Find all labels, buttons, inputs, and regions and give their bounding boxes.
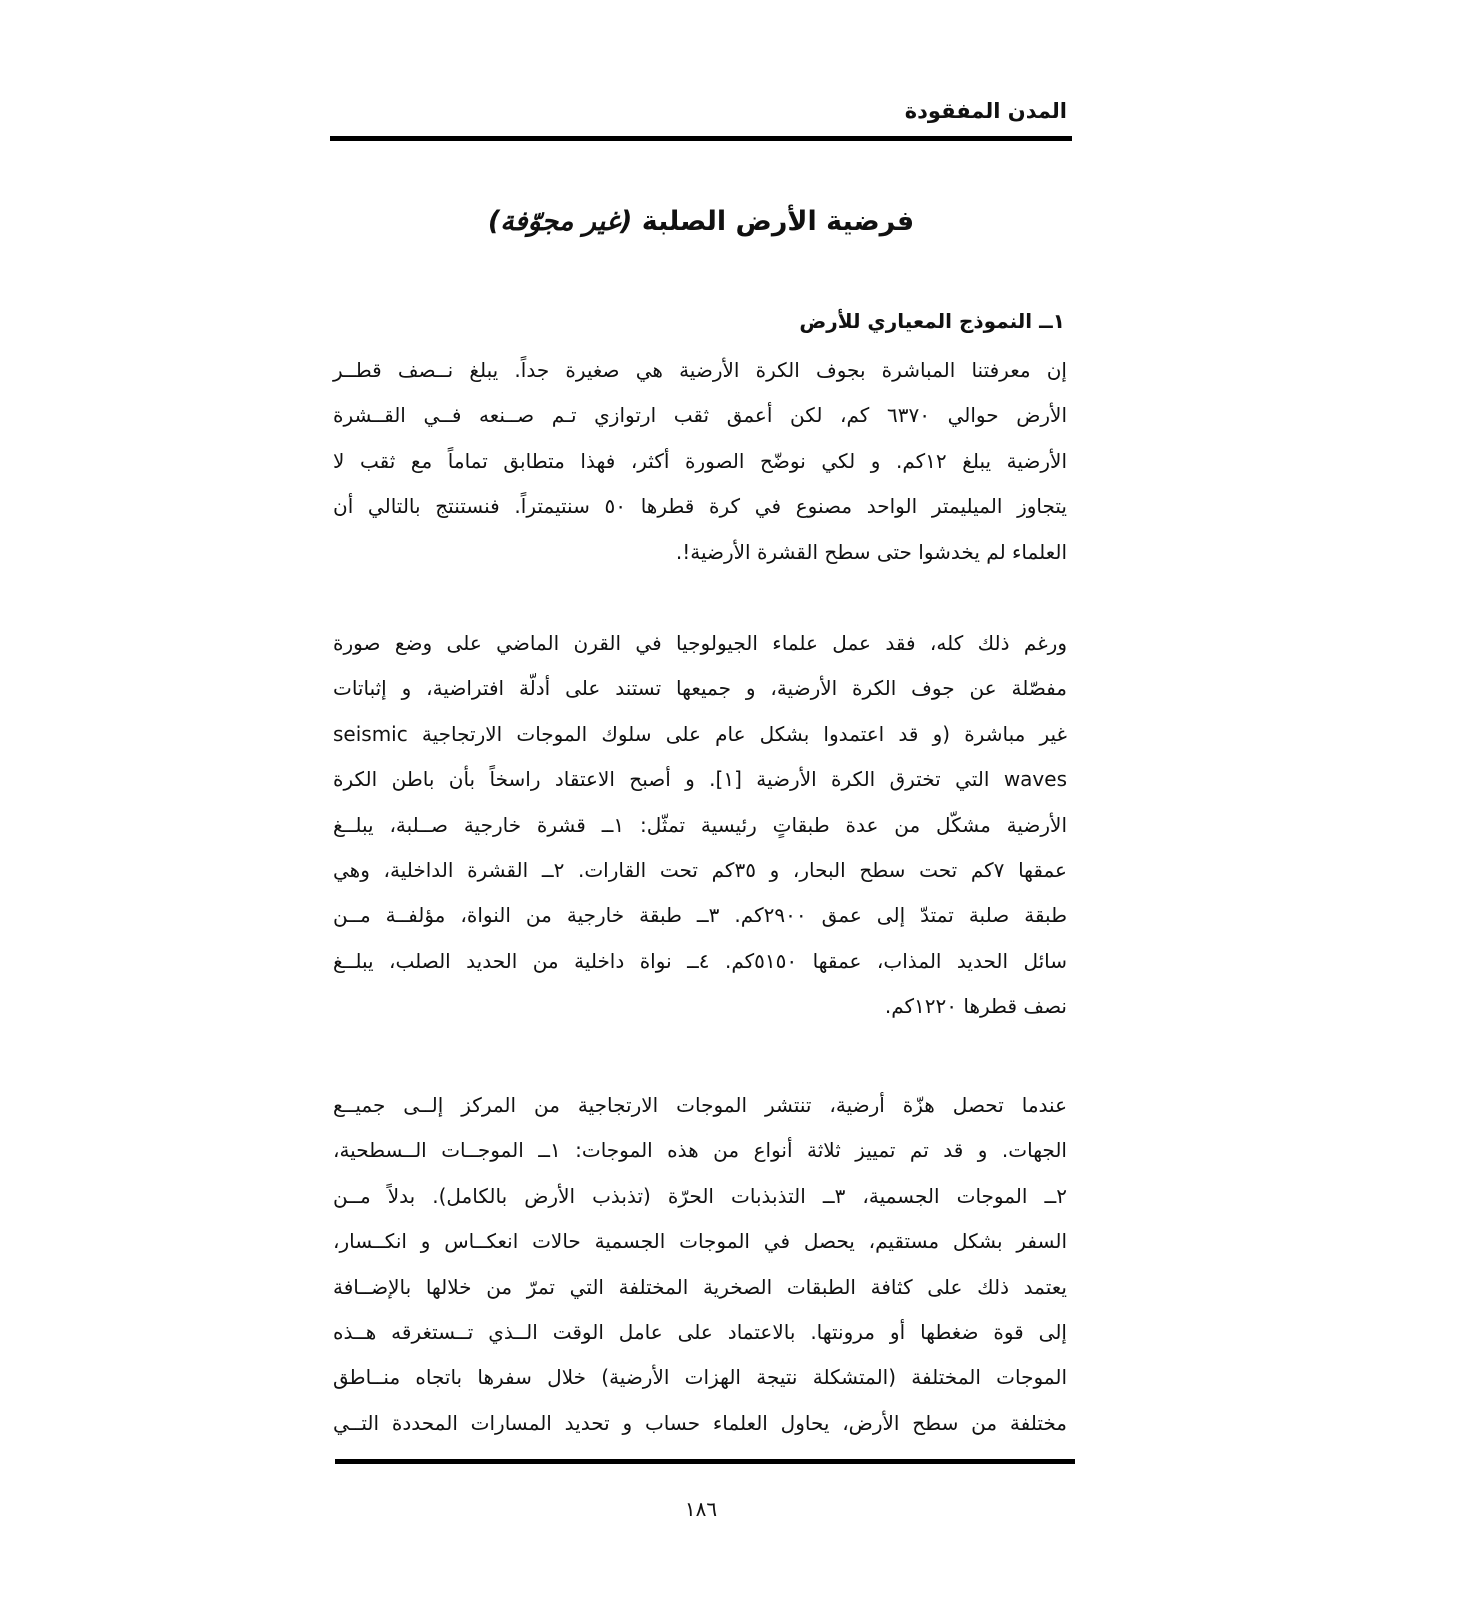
paragraph-1 <box>333 348 1067 575</box>
paragraph-line: طبقة صلبة تمتدّ إلى عمق ٢٩٠٠كم. ٣ــ طبقة خارجية من النواة، مؤلفــة مــن <box>333 903 1067 928</box>
chapter-title-parenthetical: (غير مجوّفة) <box>487 206 633 237</box>
paragraph-2 <box>333 621 1067 1030</box>
paragraph-line: عندما تحصل هزّة أرضية، تنتشر الموجات الارتجاجية من المركز إلــى جميــع <box>333 1093 1067 1117</box>
chapter-title <box>330 202 1072 242</box>
paragraph-line: ورغم ذلك كله، فقد عمل علماء الجيولوجيا في القرن الماضي على وضع صورة <box>333 631 1067 655</box>
paragraph-line: عمقها ٧كم تحت سطح البحار، و ٣٥كم تحت القارات. ٢ــ القشرة الداخلية، وهي <box>333 857 1067 882</box>
page-number: ١٨٦ <box>684 1497 718 1521</box>
paragraph-line: السفر بشكل مستقيم، يحصل في الموجات الجسمية حالات انعكــاس و انكــسار، <box>333 1229 1067 1254</box>
running-head: المدن المفقودة <box>904 99 1067 123</box>
paragraph-3 <box>333 1083 1067 1446</box>
paragraph-line: ٢ــ الموجات الجسمية، ٣ــ التذبذبات الحرّة (تذبذب الأرض بالكامل). بدلاً مــن <box>333 1183 1067 1208</box>
top-rule <box>330 136 1072 141</box>
paragraph-line: العلماء لم يخدشوا حتى سطح القشرة الأرضية!. <box>675 539 1067 564</box>
paragraph-line: سائل الحديد المذاب، عمقها ٥١٥٠كم. ٤ــ نواة داخلية من الحديد الصلب، يبلــغ <box>333 948 1068 973</box>
paragraph-line: الأرضية مشكّل من عدة طبقاتٍ رئيسية تمثّل: ١ــ قشرة خارجية صــلبة، يبلــغ <box>333 812 1068 837</box>
bottom-rule <box>335 1459 1075 1464</box>
paragraph-line: الأرضية يبلغ ١٢كم. و لكي نوضّح الصورة أكثر، فهذا متطابق تماماً مع ثقب لا <box>333 448 1067 473</box>
paragraph-line: الجهات. و قد تم تمييز ثلاثة أنواع من هذه الموجات: ١ــ الموجــات الــسطحية، <box>333 1138 1067 1163</box>
section-heading: ١ــ النموذج المعياري للأرض <box>799 309 1065 333</box>
paragraph-line: الموجات المختلفة (المتشكلة نتيجة الهزات الأرضية) خلال سفرها باتجاه منــاطق <box>333 1365 1067 1390</box>
paragraph-line: إلى قوة ضغطها أو مرونتها. بالاعتماد على عامل الوقت الــذي تــستغرقه هــذه <box>333 1319 1067 1344</box>
paragraph-line: يعتمد ذلك على كثافة الطبقات الصخرية المختلفة التي تمرّ من خلالها بالإضــافة <box>333 1274 1067 1299</box>
paragraph-line: waves التي تخترق الكرة الأرضية [١]. و أصبح الاعتقاد راسخاً بأن باطن الكرة <box>333 767 1067 792</box>
paragraph-line: نصف قطرها ١٢٢٠كم. <box>884 994 1067 1019</box>
paragraph-line: الأرض حوالي ٦٣٧٠ كم، لكن أعمق ثقب ارتوازي تـم صــنعه فــي القــشرة <box>333 403 1068 428</box>
paragraph-line: إن معرفتنا المباشرة بجوف الكرة الأرضية هي صغيرة جداً. يبلغ نــصف قطــر <box>333 358 1067 382</box>
paragraph-line: غير مباشرة (و قد اعتمدوا بشكل عام على سلوك الموجات الارتجاجية seismic <box>333 721 1067 746</box>
paragraph-line: مختلفة من سطح الأرض، يحاول العلماء حساب و تحديد المسارات المحددة التــي <box>333 1410 1067 1435</box>
paragraph-line: مفصّلة عن جوف الكرة الأرضية، و جميعها تستند على أدلّة افتراضية، و إثباتات <box>333 676 1067 701</box>
chapter-title-main: فرضية الأرض الصلبة <box>641 206 915 237</box>
paragraph-line: يتجاوز الميليمتر الواحد مصنوع في كرة قطرها ٥٠ سنتيمتراً. فنستنتج بالتالي أن <box>333 494 1067 519</box>
